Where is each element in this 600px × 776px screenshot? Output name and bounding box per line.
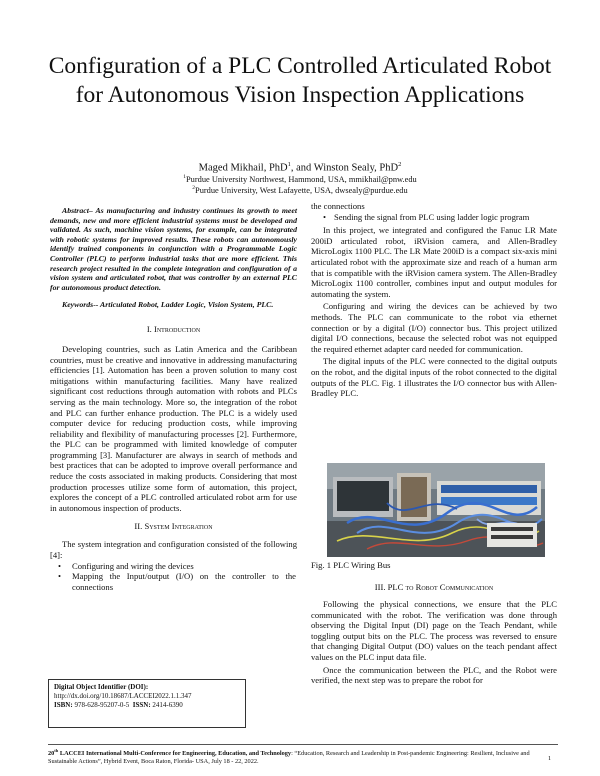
aff2-sup: 2	[192, 185, 196, 191]
plc-robot-communication-heading: III. PLC to Robot Communication	[374, 582, 494, 592]
intro-paragraph: Developing countries, such as Latin America and the Caribbean countries, must be creative and innovative in addressing manufacturing efficiencies [1]. Automation has been a proven solution to many cost mitigations within manufacturing facilities. Many have realized significant cost reductions through automation with robots and PLCs serving as the main technology. More so, the integration of the robot and PLC can further enhance production. The PLC is a widely used computer device for reducing production costs, while improving reliability and flexibility of manufacturing processes [2]. Furthermore, the PLC can be programmed with limited knowledge of computer programming [3]. Manufacturer are always in search of methods and best practices that can be adopted to improve overall performance and reduce the costs associated in making products. Considering that most production processes utilize some form of automation, this project, explores the concept of a PLC controlled articulated robot arm for use in autonomous inspection of products.	[50, 343, 297, 513]
footer	[48, 747, 548, 766]
isbn-label: ISBN:	[54, 701, 73, 709]
communication-paragraph-1: Following the physical connections, we ensure that the PLC communicated with the robot. The verification was done through observing the Digital Input (DI) page on the Teach Pendant, while toggling output bits on the PLC. The process was reversed to ensure that changing Digital Output (DO) values on the teach pendant affect values on the PLC input data file.	[311, 599, 557, 662]
abstract-label: Abstract	[62, 206, 89, 215]
isbn-issn	[54, 701, 240, 710]
bullet-icon: •	[323, 211, 327, 222]
keywords	[50, 300, 297, 310]
doi-label: Digital Object Identifier (DOI):	[54, 683, 149, 691]
communication-paragraph-2: Once the communication between the PLC, and the Robot were verified, the next step was to prepare the robot for	[311, 664, 557, 686]
footer-divider	[48, 744, 558, 745]
plc-wiring-photo	[327, 463, 545, 557]
right-paragraph-2: Configuring and wiring the devices can be achieved by two methods. The PLC can communicate to the robot via ethernet connection or by a digital (I/O) connector bus. This project utilized digital I/O connections, because the selected robot was not equipped the required ethernet adapter card needed for communication.	[311, 301, 557, 354]
bullet-continuation: the connections	[311, 201, 365, 211]
keywords-text: -- Articulated Robot, Ladder Logic, Vision System, PLC.	[93, 300, 274, 310]
footer-ordinal-sup: th	[54, 748, 59, 753]
doi-link[interactable]: http://dx.doi.org/10.18687/LACCEI2022.1.1.347	[54, 692, 192, 700]
footer-text: : “Education, Research and Leadership in Post-pandemic Engineering: Resilient, Inclusive and Sustainable Actions”, Hybrid Event, Boca Raton, Florida- USA, July 18 - 22, 2022.	[48, 750, 530, 766]
author-1-sup: 1	[287, 161, 291, 168]
integration-list	[50, 560, 297, 592]
abstract-text: – As manufacturing and industry continues its growth to meet demands, new and more efficient industrial systems must be developed and validated. As such, machine vision systems, for example, can be integrated with robotic systems for improved results. These robots can autonomously identify trained components in conjunction with a Programmable Logic Controller (PLC) to perform industrial tasks that are more efficient. This research project resulted in the complete integration and configuration of a vision system and articulated robot, that was controller by an external PLC for autonomous product detection.	[50, 206, 297, 292]
list-item-text: Configuring and wiring the devices	[72, 560, 194, 571]
right-paragraph-3: The digital inputs of the PLC were connected to the digital outputs on the robot, and the digital inputs of the robot connected to the digital outputs of the PLC. Fig. 1 illustrates the I/O connector bus with Allen-Bradley PLC.	[311, 356, 557, 399]
page-number: 1	[548, 755, 552, 762]
bullet-icon: •	[58, 560, 62, 571]
left-column	[50, 206, 297, 592]
footer-ordinal: 20	[48, 750, 55, 758]
right-column-bottom	[311, 582, 557, 686]
system-integration-heading: II. System Integration	[134, 521, 213, 532]
list-item	[311, 212, 557, 223]
list-item-text: Mapping the Input/output (I/O) on the controller to the connections	[72, 571, 296, 592]
aff1-text: Purdue University Northwest, Hammond, USA, mmikhail@pnw.edu	[186, 174, 417, 184]
integration-list-continued	[311, 212, 557, 223]
abstract	[50, 206, 297, 292]
intro-heading: I. Introduction	[146, 323, 201, 334]
author-2-sup: 2	[398, 161, 402, 168]
aff1-sup: 1	[183, 174, 187, 180]
aff2-text: Purdue University, West Lafayette, USA, dwsealy@purdue.edu	[195, 185, 408, 195]
issn-label: ISSN:	[132, 701, 151, 709]
author-1: Maged Mikhail, PhD	[198, 162, 288, 174]
system-integration-paragraph: The system integration and configuration consisted of the following [4]:	[50, 539, 297, 561]
isbn-value: 978-628-95207-0-5	[74, 701, 130, 709]
affiliation-2	[40, 183, 560, 196]
issn-value: 2414-6390	[152, 701, 183, 709]
list-item	[50, 561, 297, 572]
right-paragraph-1: In this project, we integrated and configured the Fanuc LR Mate 200iD articulated robot, iRVision camera, and Allen-Bradley MicroLogix 1100 PLC. The LR Mate 200iD is a compact six-axis mini articulated robot with the approximate size and reach of a human arm that is compatible with the iRVision camera system. The Allen-Bradley MicroLogix 1100 controller, combines input and output modules for automating the system.	[311, 225, 557, 299]
paper-title: Configuration of a PLC Controlled Articulated Robot for Autonomous Vision Inspection Applications	[48, 53, 552, 108]
right-column-top	[311, 201, 557, 399]
author-sep: , and Winston Sealy, PhD	[290, 162, 399, 174]
keywords-label: Keywords	[62, 300, 94, 310]
list-item-text: Sending the signal from PLC using ladder logic program	[334, 211, 530, 222]
figure-caption: Fig. 1 PLC Wiring Bus	[311, 560, 391, 570]
footer-conference: LACCEI International Multi-Conference for Engineering, Education, and Technology	[58, 750, 292, 758]
plc-wiring-image	[327, 463, 545, 557]
list-item	[50, 571, 297, 592]
doi-box	[48, 679, 246, 728]
bullet-icon: •	[58, 571, 62, 582]
